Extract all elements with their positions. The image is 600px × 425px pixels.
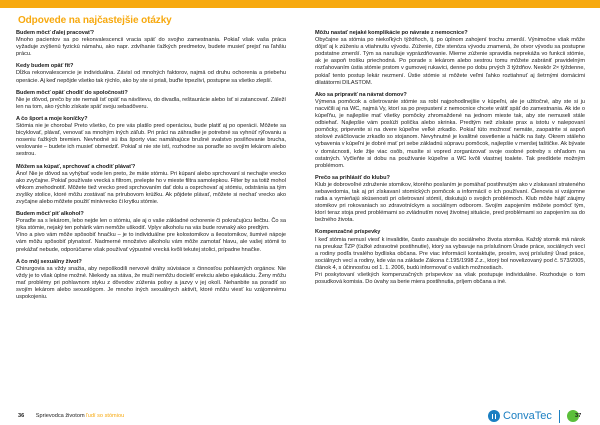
faq-section: [16, 211, 286, 254]
faq-answer: I keď stómia nemusí viesť k invalidite, často zasahuje do sociálneho života stomika. Každý stomik má nárok na preukaz ŤZP (ťažké zdravotné postihnutie), ktorý sa vybavuje na príslušnom Úrade práce, sociálnych vecí a rodiny podľa trvalého bydliska občana. Pre viac informácií kontaktujte, prosím, svoj príslušný Úrad práce, sociálnych vecí a rodiny, kde vás na základe Zákona č.195/1998 Z.z., ktorý bol novelizovaný pod č. 573/2005, článok 4, s účinnosťou od 1. 1. 2006, budú informovať o vašich možnostiach.: [315, 236, 585, 271]
faq-section: [315, 229, 585, 286]
faq-answer: Chirurgovia sa vždy snažia, aby nepoškodili nervové dráhy súvisiace s činnosťou pohlavných orgánov. Nie vždy je to však úplne možné. Niekedy sa stáva, že muži nemôžu docieliť erekciu alebo ejakuláciu. Ženy môžu mať problémy pri pohlavnom styku z dôvodov zúženia pošvy a jazvy v jej okolí. Nehanbite sa poradiť so svojím lekárom alebo sexuológom. Je mnoho iných sexuálnych aktivít, ktoré môžu viesť ku vzájomnému uspokojeniu.: [16, 265, 286, 301]
faq-answer: Stómia nie je choroba! Preto všetko, čo pre vás platilo pred operáciou, bude platiť aj po operácii. Môžete sa bicyklovať, plávať, venovať sa mnohým iných záľub. Pri práci na záhradke je potrebné sa vyhnúť rýľovaniu a noseniu ťažkých bremien. Nevhodné sú iba športy viac namáhajúce brušné svalstvo posilňovanie brucha, veslovanie – budete ich musieť obmedziť. Pokiaľ si nie ste istí, rozhodne sa poraďte so svojím lekárom alebo sestrou.: [16, 123, 286, 158]
faq-answer: Nie je dôvod, prečo by ste nemali ísť opäť na návštevu, do divadla, reštaurácie alebo ísť si zatancovať. Záleží len na tom, ako rýchlo získate späť svoju sebadôveru.: [16, 96, 286, 110]
guide-title: Sprievodca životom: [35, 413, 85, 419]
faq-question: Kedy budem opäť fit?: [16, 63, 74, 70]
faq-answer: Výmena pomôcok a ošetrovanie stómie sa robí najpohodlnejšie v kúpeľni, ale je užitočné, aby ste si ju nacvičili aj na WC, najmä Vy, ktorí sa po prepustení z nemocnice chcete vrátiť späť do zamestnania. Ak ide o kúpeľňu, je najlepšie mať všetky pomôcky zhromaždené na jednom mieste tak, aby ste nemuseli stále odbiehať. Najlepšie vám poslúži polička alebo skrinka. Predtým než získate prax a istotu v nalepovaní pomôcky, pripevnite si na dvere kúpeľne veľké zrkadlo. Pokiaľ túto možnosť nemáte, zaopatrite si aspoň stolové zväčšovacie zrkadlo so stojanom. Nevyhnutné je kvalitné osvetlenie a háčik na šaty. Okrem stáleho vybavenia v kúpeľni je dobré mať pri sebe základnú súpravu pomôcok, najlepšie v menšej taštičke. Ak bývate v domácnosti, kde žije viac osôb, musíte si vopred zorganizovať svoje osobné potreby s ohľadom na ostatných. Vyčleňte si dobu na používanie kúpeľne a WC kvôli vlastnej toalete. Tak predídete možným problémom.: [315, 98, 585, 169]
top-color-band: [0, 0, 600, 8]
convatec-logo: [488, 409, 582, 423]
faq-section: [16, 116, 286, 159]
page-number-left: 36: [18, 413, 25, 419]
faq-question: Ako sa pripraviť na návrat domov?: [315, 91, 407, 98]
brand-name: ConvaTec: [503, 410, 552, 422]
faq-question: Budem môcť piť alkohol?: [16, 211, 84, 218]
faq-section: [16, 63, 286, 84]
faq-section: [16, 164, 286, 207]
faq-answer: Áno! Nie je dôvod sa vyhýbať vode len preto, že máte stómiu. Pri kúpaní alebo sprchovaní si nechajte vrecko ako zvyčajne. Pokiaľ používate vrecká s filtrom, prelepte ho v mieste filtra samolepkou. Filter by sa totiž mohol vlhkom znehodnotiť. Môžete tiež vrecko pred sprchovaním dať dolu a osprchovať aj stómiu, odstránia sa tým zvyšky stolice, ktoré môžu zostávať na prírubovom krúžku. Ak pôjdete plávať, môžete si nechať vrecko ako zvyčajne alebo môžete použiť minivrecko či krytku stómie.: [16, 170, 286, 205]
faq-question: Kompenzačné príspevky: [315, 229, 381, 236]
faq-question: Budem môcť opäť chodiť do spoločnosti?: [16, 89, 128, 96]
page-title: Odpovede na najčastejšie otázky: [18, 15, 172, 26]
faq-question: A čo môj sexuálny život?: [16, 258, 82, 265]
faq-answer: Mnoho pacientov sa po rekonvalescencii vracia späť do svojho zamestnania. Pokiaľ však vaša práca vyžaduje zvýšenú fyzickú námahu, ako napr. zdvíhanie ťažkých predmetov, budete musieť prejsť na ľahšiu prácu.: [16, 37, 286, 58]
guide-title-accent: ľudí so stómiou: [86, 413, 125, 419]
faq-answer: Víno a pivo vám môže spôsobiť hnačku – je to individuálne pre kolostomikov a ileostomikov, šumivé nápoje vám môžu spôsobiť plynatosť. Nadmerné množstvo alkoholu vám môže zamotať hlavu, ale vašej stómii to prekážať nebude, odporúčame však používať výpustné vrecká kvôli tekutej stolici, prípadne hnačke.: [16, 232, 286, 253]
faq-section: [315, 30, 585, 87]
page-number-right: 37: [575, 413, 582, 419]
left-column: [16, 30, 286, 306]
faq-answer: Pri poskytovaní všetkých kompenzačných príspevkov sa však postupuje individuálne. Rozhoduje o tom posudková komisia. Do úvahy sa berie miera postihnutia, príjem občana a iné.: [315, 272, 585, 286]
faq-question: A čo šport a moje koníčky?: [16, 115, 88, 122]
faq-question: Môžu nastať nejaké komplikácie po návrate z nemocnice?: [315, 30, 468, 36]
faq-section: [16, 30, 286, 58]
faq-answer: Dĺžka rekonvalescencie je individuálna. Závisí od mnohých faktorov, najmä od druhu ochorenia a priebehu operácie. Aj keď nepôjde všetko tak rýchlo, ako by ste si priali, buďte trpezliví, postupne sa všetko zlepší.: [16, 70, 286, 84]
footer-left: [18, 413, 124, 420]
faq-answer: Klub je dobrovoľné združenie stomikov, ktorého poslaním je pomáhať postihnutým ako v získavaní strateného sebavedomia, tak aj pri získavaní stomických pomôcok a informácií o ich používaní. Členovia si vzájomne radia a vymieňajú skúsenosti pri ošetrovaní stómií, diskutujú o svojich problémoch. Klub môže hájiť záujmy stomikov pri rokovaniach so zdravotníckym a sociálnym odborom. Svojím zapojením môžete pomôcť tým, ktorí teraz stoja pred problémami so zvládnutím novej životnej situácie, pred problémami so zapojením sa do bežného života.: [315, 181, 585, 224]
faq-question: Prečo sa prihlásiť do klubu?: [315, 174, 390, 181]
faq-question: Môžem sa kúpať, sprchovať a chodiť plávať?: [16, 163, 136, 170]
faq-section: [16, 90, 286, 111]
convatec-mark-icon: [488, 410, 500, 422]
faq-question: Budem môcť ďalej pracovať?: [16, 30, 95, 36]
faq-section: [315, 175, 585, 225]
faq-section: [16, 259, 286, 302]
faq-answer: Obyčajne sa stómia po niekoľkých týždňoch, tj. po úplnom zahojení trochu zmenší. Výnimočne však môže dôjsť aj k zúženiu a vtiahnutiu vývodu. Zúženie, čiže stenóza vývodu znamená, že otvor vývodu sa postupne podstatne zmenší. Tým sa narušuje vyprázdňovanie. Mierne zúženie spravidla neprekáža vo funkcii stómie, ak je aspoň trošku priechodná. Po porade s lekárom alebo sestrou tomu môžete zabrániť pravidelným rozťahovaním ústia stómie prstom v gumovej rukavici, denne po dobu prvých 3 týždňov. Neskôr 2× týždenne, pokiaľ tento postup lekár nezmení. Ústie stómie si môžete veľmi ľahko roztiahnuť aj šetrnými domácimi dilatátormi DILASTOM.: [315, 37, 585, 86]
faq-answer: Poraďte sa s lekárom, lebo nejde len o stómiu, ale aj o vaše základné ochorenie či pokračujúcu liečbu. Čo sa týka stómie, nejaký ten pohárik vám nemôže uškodiť. Vplyv alkoholu na vás bude rovnaký ako predtým.: [16, 218, 286, 232]
faq-section: [315, 92, 585, 170]
logo-divider: [559, 410, 560, 423]
right-column: [315, 30, 585, 291]
